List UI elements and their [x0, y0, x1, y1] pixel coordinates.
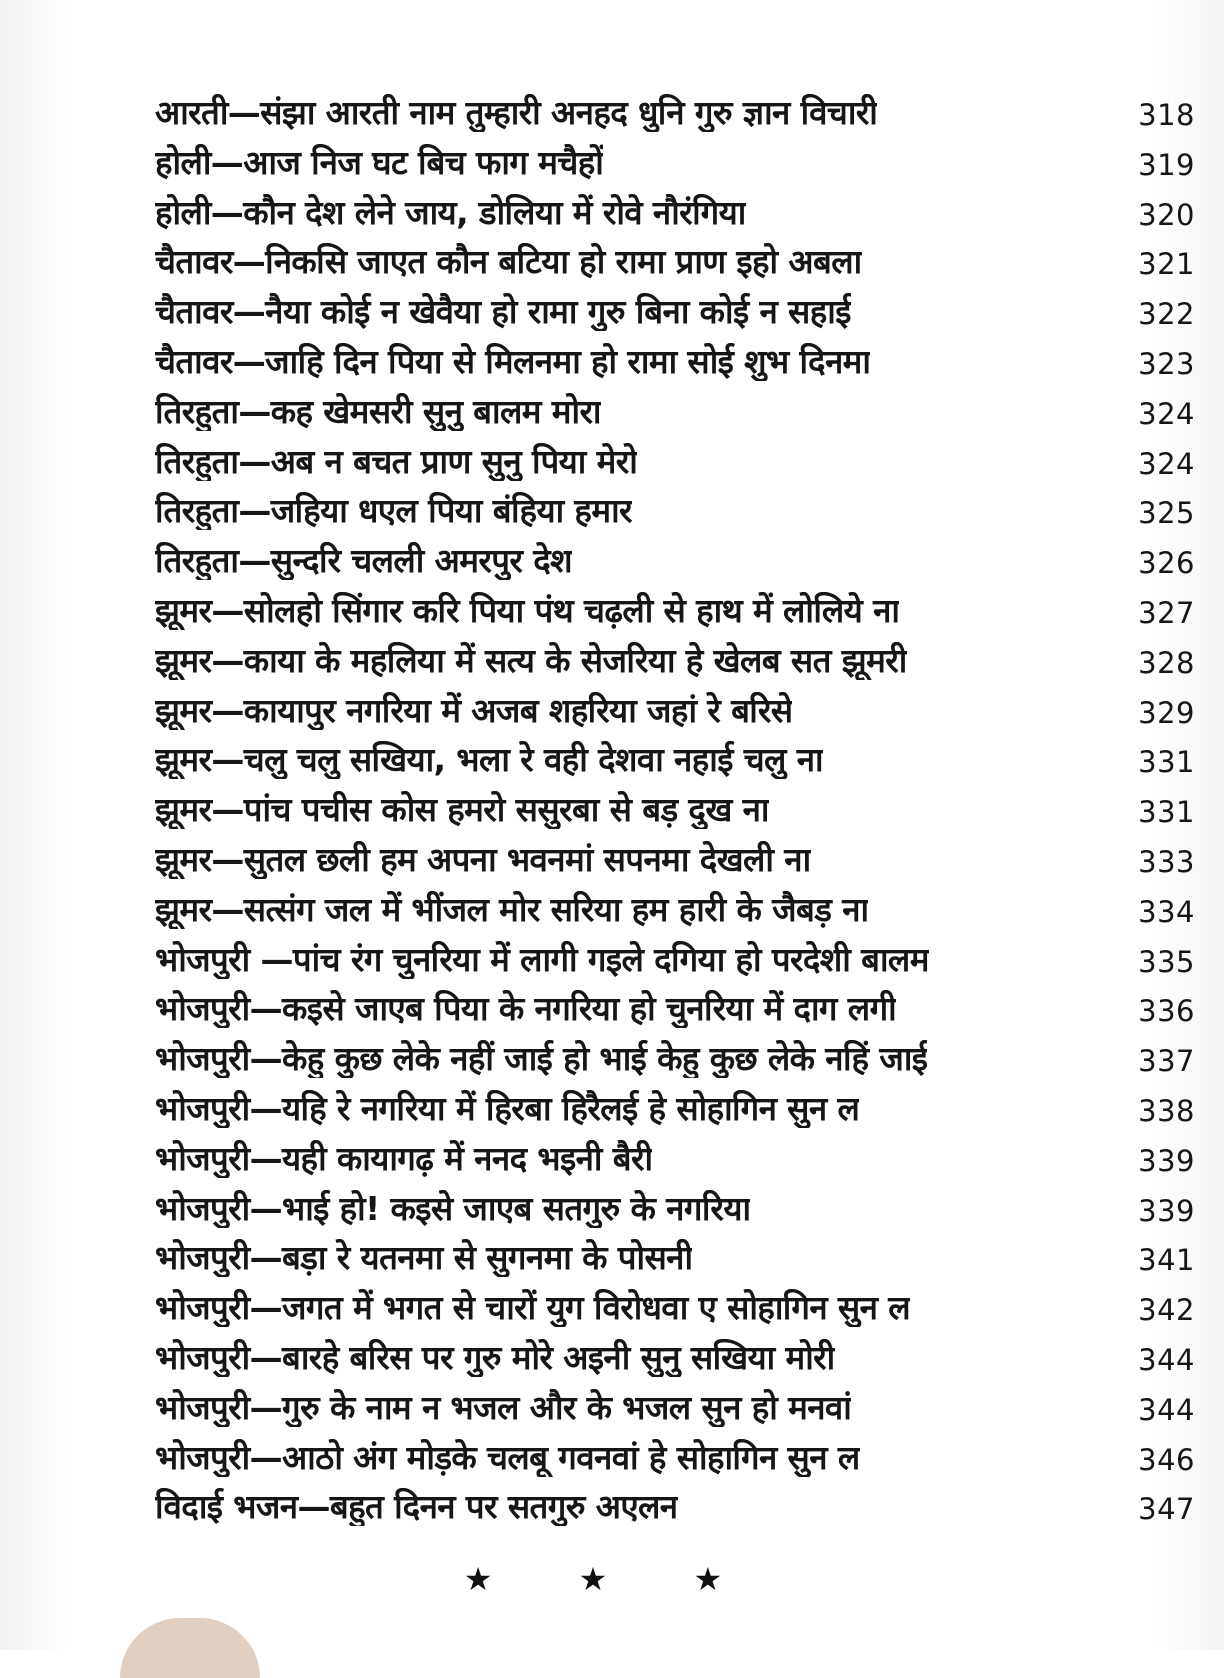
table-of-contents — [155, 88, 1195, 1532]
toc-entry — [155, 536, 1195, 586]
toc-entry-page-number: 346 — [1138, 1442, 1195, 1477]
toc-entry-title: भोजपुरी—जगत में भगत से चारों युग विरोधवा ए सोहागिन सुन ल — [155, 1289, 911, 1328]
toc-entry-page-number: 333 — [1138, 844, 1195, 879]
toc-entry — [155, 686, 1195, 736]
toc-entry-page-number: 344 — [1138, 1392, 1195, 1427]
toc-entry-page-number: 344 — [1138, 1342, 1195, 1377]
toc-entry-page-number: 329 — [1138, 695, 1195, 730]
toc-entry — [155, 1184, 1195, 1234]
toc-entry — [155, 984, 1195, 1034]
toc-entry-page-number: 323 — [1138, 346, 1195, 381]
toc-entry — [155, 287, 1195, 337]
toc-entry-title: होली—कौन देश लेने जाय, डोलिया में रोवे नौरंगिया — [155, 193, 746, 232]
toc-entry — [155, 735, 1195, 785]
toc-entry-page-number: 322 — [1138, 297, 1195, 332]
toc-entry-title: तिरहुता—अब न बचत प्राण सुनु पिया मेरो — [155, 442, 638, 481]
toc-entry-page-number: 319 — [1138, 147, 1195, 182]
toc-entry — [155, 636, 1195, 686]
toc-entry — [155, 1134, 1195, 1184]
toc-entry-title: झूमर—सत्संग जल में भींजल मोर सरिया हम हारी के जैबड़ ना — [155, 890, 869, 929]
toc-entry-title: भोजपुरी—केहु कुछ लेके नहीं जाई हो भाई केहु कुछ लेके नहिं जाई — [155, 1040, 928, 1079]
toc-entry — [155, 835, 1195, 885]
toc-entry — [155, 138, 1195, 188]
toc-entry-page-number: 347 — [1138, 1492, 1195, 1527]
toc-entry-title: विदाई भजन—बहुत दिनन पर सतगुरु अएलन — [155, 1488, 678, 1527]
toc-entry — [155, 1283, 1195, 1333]
toc-entry — [155, 1383, 1195, 1433]
toc-entry-page-number: 334 — [1138, 894, 1195, 929]
toc-entry-page-number: 324 — [1138, 396, 1195, 431]
toc-entry-page-number: 331 — [1138, 745, 1195, 780]
toc-entry — [155, 237, 1195, 287]
toc-entry-title: होली—आज निज घट बिच फाग मचैहों — [155, 143, 604, 182]
toc-entry-title: चैतावर—नैया कोई न खेवैया हो रामा गुरु बिना कोई न सहाई — [155, 293, 851, 332]
toc-entry-title: भोजपुरी—यहि रे नगरिया में हिरबा हिरैलई हे सोहागिन सुन ल — [155, 1089, 860, 1128]
toc-entry-page-number: 331 — [1138, 795, 1195, 830]
toc-entry — [155, 88, 1195, 138]
toc-entry-title: तिरहुता—सुन्दरि चलली अमरपुर देश — [155, 542, 572, 581]
toc-entry-title: चैतावर—निकसि जाएत कौन बटिया हो रामा प्राण इहो अबला — [155, 243, 862, 282]
toc-entry-page-number: 325 — [1138, 496, 1195, 531]
toc-entry-title: भोजपुरी—बड़ा रे यतनमा से सुगनमा के पोसनी — [155, 1239, 693, 1278]
toc-entry — [155, 1482, 1195, 1532]
toc-entry — [155, 935, 1195, 985]
toc-entry — [155, 486, 1195, 536]
toc-entry-page-number: 324 — [1138, 446, 1195, 481]
toc-entry-title: आरती—संझा आरती नाम तुम्हारी अनहद धुनि गुरु ज्ञान विचारी — [155, 94, 878, 132]
toc-entry-title: भोजपुरी—बारहे बरिस पर गुरु मोरे अइनी सुनु सखिया मोरी — [155, 1338, 835, 1377]
toc-entry-page-number: 341 — [1138, 1243, 1195, 1278]
toc-entry-title: भोजपुरी —पांच रंग चुनरिया में लागी गइले दगिया हो परदेशी बालम — [155, 940, 929, 979]
toc-entry-title: झूमर—पांच पचीस कोस हमरो ससुरबा से बड़ दुख ना — [155, 791, 769, 830]
toc-entry — [155, 1333, 1195, 1383]
toc-entry-page-number: 321 — [1138, 247, 1195, 282]
toc-entry-title: झूमर—चलु चलु सखिया, भला रे वही देशवा नहाई चलु ना — [155, 741, 823, 780]
toc-entry-title: झूमर—कायापुर नगरिया में अजब शहरिया जहां रे बरिसे — [155, 691, 793, 730]
toc-entry-page-number: 337 — [1138, 1044, 1195, 1079]
toc-entry-page-number: 338 — [1138, 1093, 1195, 1128]
toc-entry-page-number: 326 — [1138, 546, 1195, 581]
toc-entry-page-number: 320 — [1138, 197, 1195, 232]
toc-entry-page-number: 335 — [1138, 944, 1195, 979]
toc-entry-title: भोजपुरी—आठो अंग मोड़के चलबू गवनवां हे सोहागिन सुन ल — [155, 1438, 860, 1477]
toc-entry — [155, 785, 1195, 835]
toc-entry — [155, 1233, 1195, 1283]
toc-entry-page-number: 336 — [1138, 994, 1195, 1029]
toc-entry-title: तिरहुता—जहिया धएल पिया बंहिया हमार — [155, 492, 632, 531]
toc-entry — [155, 337, 1195, 387]
end-ornament-stars: ★ ★ ★ — [463, 1560, 761, 1598]
toc-entry-page-number: 328 — [1138, 645, 1195, 680]
toc-entry-page-number: 318 — [1138, 98, 1195, 132]
toc-entry-page-number: 342 — [1138, 1293, 1195, 1328]
toc-entry-page-number: 339 — [1138, 1143, 1195, 1178]
toc-entry — [155, 586, 1195, 636]
toc-entry — [155, 885, 1195, 935]
toc-entry — [155, 1084, 1195, 1134]
toc-entry-page-number: 339 — [1138, 1193, 1195, 1228]
toc-entry-title: तिरहुता—कह खेमसरी सुनु बालम मोरा — [155, 392, 601, 431]
toc-entry — [155, 437, 1195, 487]
toc-entry-page-number: 327 — [1138, 595, 1195, 630]
toc-entry-title: झूमर—काया के महलिया में सत्य के सेजरिया हे खेलब सत झूमरी — [155, 641, 907, 680]
toc-entry-title: झूमर—सोलहो सिंगार करि पिया पंथ चढ़ली से हाथ में लोलिये ना — [155, 591, 900, 630]
thumb-photo-artifact — [120, 1618, 260, 1678]
toc-entry-title: चैतावर—जाहि दिन पिया से मिलनमा हो रामा सोई शुभ दिनमा — [155, 342, 871, 381]
toc-entry — [155, 1034, 1195, 1084]
toc-entry-title: भोजपुरी—गुरु के नाम न भजल और के भजल सुन हो मनवां — [155, 1388, 852, 1427]
toc-entry — [155, 188, 1195, 238]
toc-entry — [155, 387, 1195, 437]
toc-entry — [155, 1433, 1195, 1483]
toc-entry-title: भोजपुरी—भाई हो! कइसे जाएब सतगुरु के नगरिया — [155, 1189, 751, 1228]
toc-entry-title: भोजपुरी—कइसे जाएब पिया के नगरिया हो चुनरिया में दाग लगी — [155, 990, 897, 1029]
toc-entry-title: झूमर—सुतल छली हम अपना भवनमां सपनमा देखली ना — [155, 840, 811, 879]
toc-entry-title: भोजपुरी—यही कायागढ़ में ननद भइनी बैरी — [155, 1139, 653, 1178]
